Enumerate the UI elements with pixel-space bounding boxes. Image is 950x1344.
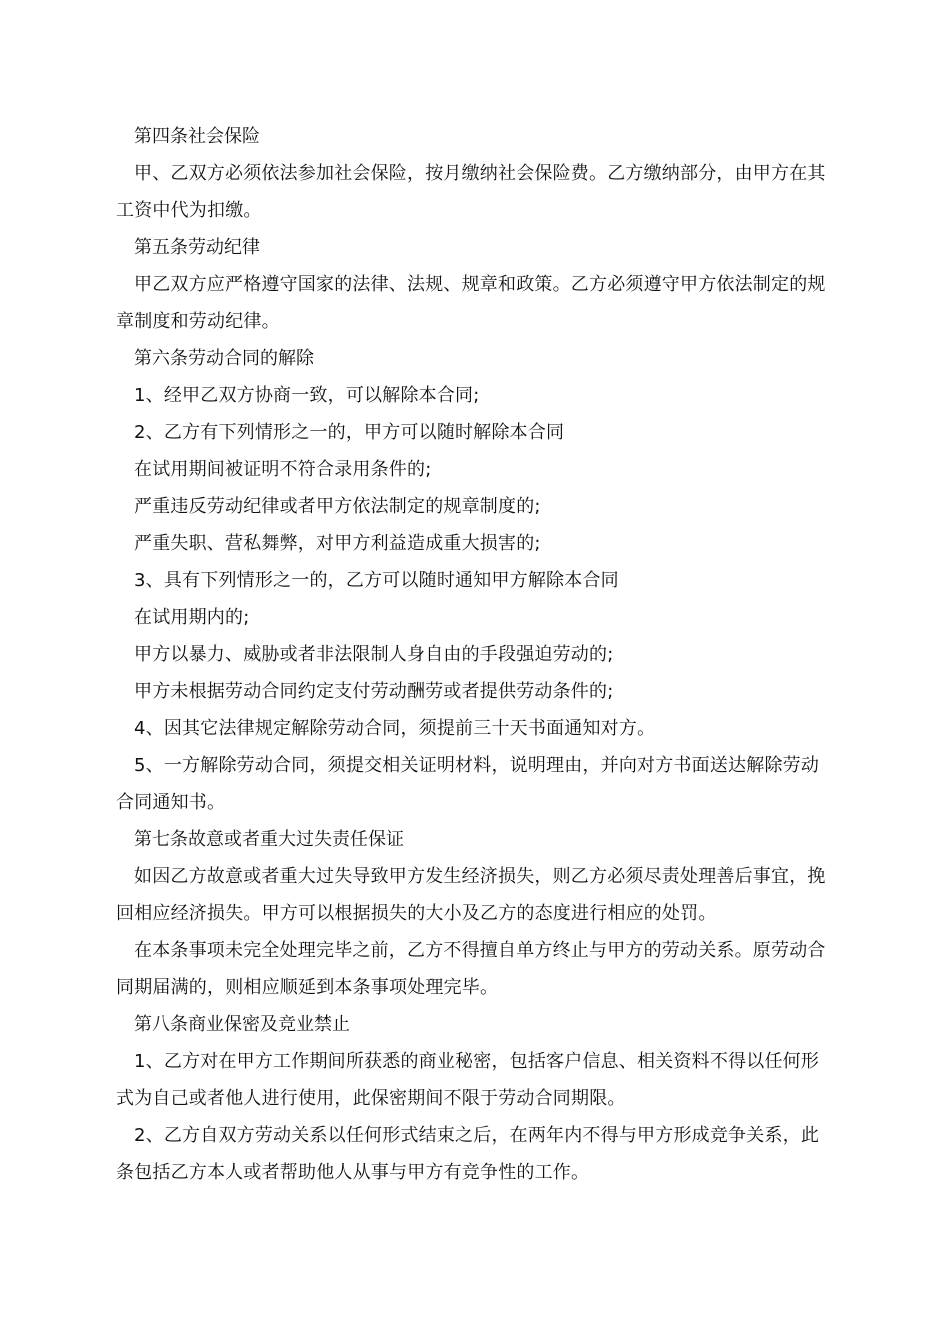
article-5-body: 甲乙双方应严格遵守国家的法律、法规、规章和政策。乙方必须遵守甲方依法制定的规章制度和劳动纪律。: [116, 274, 826, 332]
article-6-item-3-case-c: 甲方未根据劳动合同约定支付劳动酬劳或者提供劳动条件的;: [134, 681, 614, 702]
article-6-item-4: 4、因其它法律规定解除劳动合同，须提前三十天书面通知对方。: [134, 718, 656, 739]
article-6-item-3-case-a: 在试用期内的;: [134, 607, 250, 628]
article-6-heading: 第六条劳动合同的解除: [134, 348, 314, 369]
article-6-item-3-case-b: 甲方以暴力、威胁或者非法限制人身自由的手段强迫劳动的;: [134, 644, 614, 665]
article-8-item-2: 2、乙方自双方劳动关系以任何形式结束之后，在两年内不得与甲方形成竞争关系，此条包括乙方本人或者帮助他人从事与甲方有竞争性的工作。: [116, 1125, 820, 1183]
article-8-heading: 第八条商业保密及竞业禁止: [134, 1014, 350, 1035]
article-7-body-2: 在本条事项未完全处理完毕之前，乙方不得擅自单方终止与甲方的劳动关系。原劳动合同期届满的，则相应顺延到本条事项处理完毕。: [116, 940, 826, 998]
article-4-body: 甲、乙双方必须依法参加社会保险，按月缴纳社会保险费。乙方缴纳部分，由甲方在其工资中代为扣缴。: [116, 163, 826, 221]
article-6-item-3: 3、具有下列情形之一的，乙方可以随时通知甲方解除本合同: [134, 570, 619, 591]
article-5-heading: 第五条劳动纪律: [134, 237, 260, 258]
article-8-item-1: 1、乙方对在甲方工作期间所获悉的商业秘密，包括客户信息、相关资料不得以任何形式为自己或者他人进行使用，此保密期间不限于劳动合同期限。: [116, 1051, 820, 1109]
article-7-body-1: 如因乙方故意或者重大过失导致甲方发生经济损失，则乙方必须尽责处理善后事宜，挽回相应经济损失。甲方可以根据损失的大小及乙方的态度进行相应的处罚。: [116, 866, 826, 924]
article-6-item-2-case-c: 严重失职、营私舞弊，对甲方利益造成重大损害的;: [134, 533, 541, 554]
article-6-item-1: 1、经甲乙双方协商一致，可以解除本合同;: [134, 385, 480, 406]
article-6-item-5: 5、一方解除劳动合同，须提交相关证明材料，说明理由，并向对方书面送达解除劳动合同通知书。: [116, 755, 820, 813]
document-page: [116, 118, 836, 1191]
article-7-heading: 第七条故意或者重大过失责任保证: [134, 829, 404, 850]
article-6-item-2: 2、乙方有下列情形之一的，甲方可以随时解除本合同: [134, 422, 565, 443]
article-6-item-2-case-a: 在试用期间被证明不符合录用条件的;: [134, 459, 432, 480]
article-6-item-2-case-b: 严重违反劳动纪律或者甲方依法制定的规章制度的;: [134, 496, 541, 517]
article-4-heading: 第四条社会保险: [134, 126, 260, 147]
